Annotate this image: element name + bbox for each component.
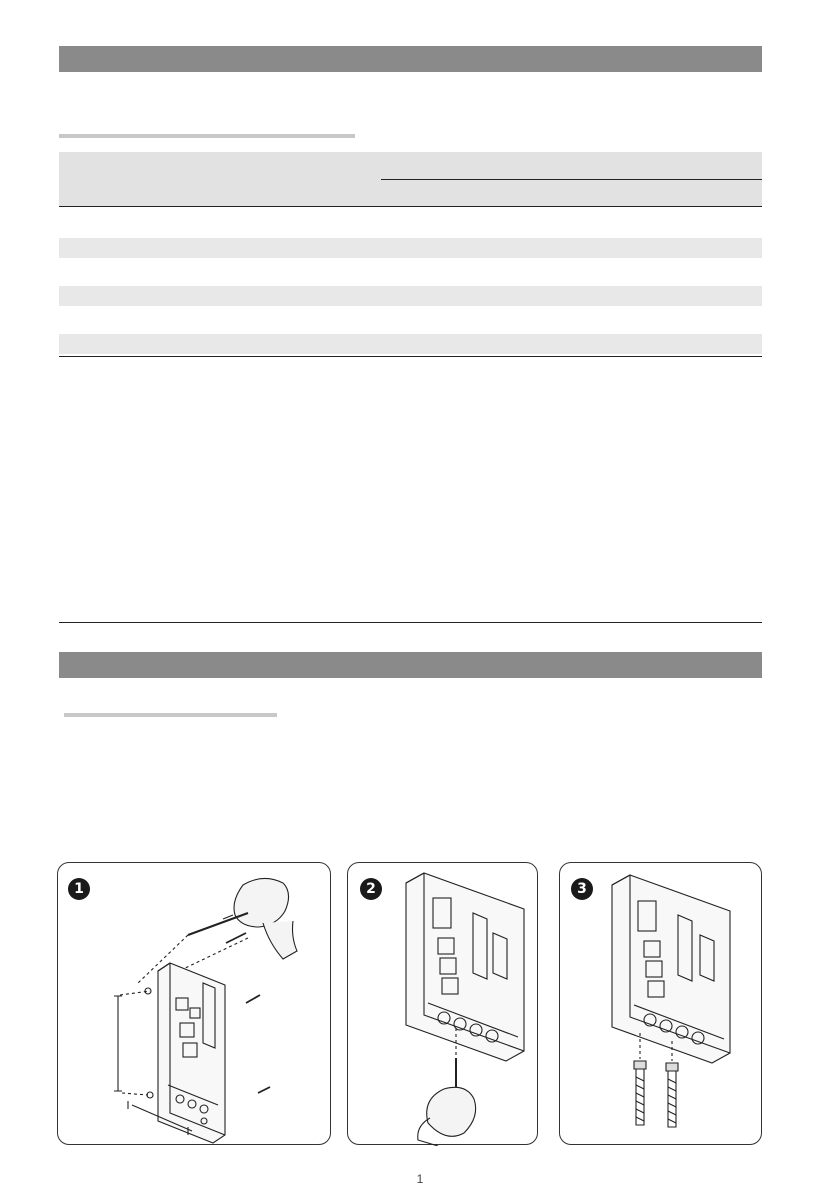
step-number-badge: 3	[571, 878, 593, 900]
table-header-bottom-rule	[59, 206, 762, 207]
wall-plug-icon	[634, 1061, 646, 1125]
drill-cable-entry-illustration	[348, 863, 539, 1146]
installation-step-panel-2	[347, 862, 538, 1145]
subsection-underline-1	[59, 134, 355, 138]
table-header-divider	[381, 179, 762, 180]
table-row-band	[59, 286, 762, 306]
installation-step-panel-3	[559, 862, 762, 1145]
step-number-badge: 2	[360, 878, 382, 900]
fit-cable-glands-illustration	[560, 863, 763, 1146]
page-number: 1	[416, 1172, 424, 1186]
table-bottom-rule	[59, 356, 762, 357]
control-box-icon	[406, 873, 524, 1061]
control-box-icon	[158, 963, 225, 1143]
drill-icon	[418, 1087, 476, 1146]
table-row-band	[59, 238, 762, 258]
step-number-badge: 1	[68, 878, 90, 900]
section-bottom-rule	[59, 622, 762, 623]
drill-icon	[188, 878, 297, 959]
installation-step-panel-1	[57, 862, 331, 1145]
control-box-icon	[612, 875, 730, 1063]
section-header-bar-2	[59, 652, 762, 678]
wall-plug-icon	[666, 1063, 678, 1127]
table-row-band	[59, 334, 762, 354]
subsection-underline-2	[64, 713, 277, 717]
drill-mounting-holes-illustration	[58, 863, 332, 1146]
section-header-bar-1	[59, 46, 762, 72]
